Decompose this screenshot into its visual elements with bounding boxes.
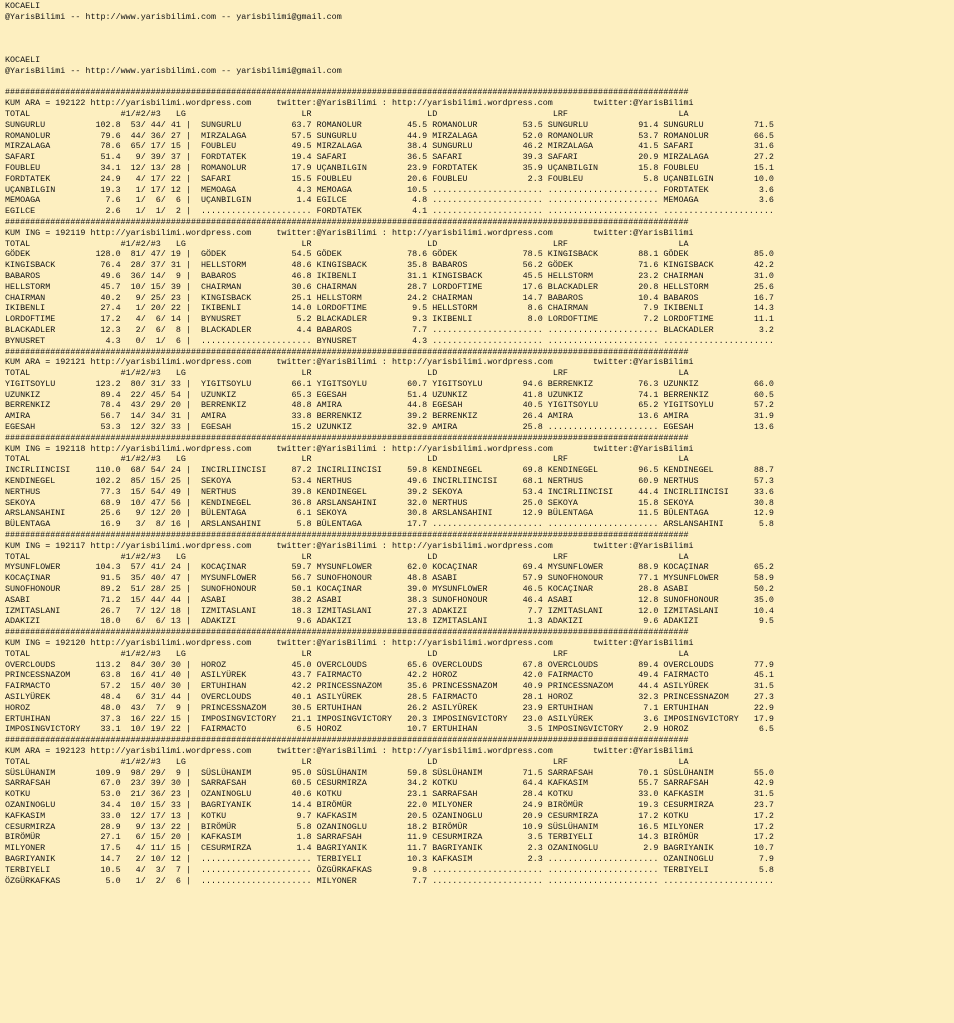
report-line: ########################################################################################################################################	[5, 216, 689, 227]
report-line: ASILYÜREK 48.4 6/ 31/ 44 | OVERCLOUDS 40.1 ASILYÜREK 28.5 FAIRMACTO 28.1 HOROZ 32.3 PRINCESSNAZOM 27.3	[5, 692, 774, 702]
report-line: KUM ING = 192118 http://yarisbilimi.wordpress.com twitter:@YarisBilimi : http://yarisbilimi.wordpress.com twitter:@YarisBilimi	[5, 443, 694, 454]
report-line: NERTHUS 77.3 15/ 54/ 49 | NERTHUS 39.8 KENDINEGEL 39.2 SEKOYA 53.4 INCIRLIINCISI 44.4 INCIRLIINCISI 33.6	[5, 486, 774, 497]
report-line: YIGITSOYLU 123.2 80/ 31/ 33 | YIGITSOYLU 66.1 YIGITSOYLU 60.7 YIGITSOYLU 94.6 BERRENKIZ 76.3 UZUNKIZ 66.0	[5, 378, 774, 389]
report-line: BIRÖMÜR 27.1 6/ 15/ 20 | KAFKASIM 1.8 SARRAFSAH 11.9 CESURMIRZA 3.5 TERBIYELI 14.3 BIRÖMÜR 17.2	[5, 832, 774, 843]
report-line: SARRAFSAH 67.0 23/ 39/ 30 | SARRAFSAH 60.5 CESURMIRZA 34.2 KOTKU 64.4 KAFKASIM 55.7 SARRAFSAH 42.9	[5, 778, 774, 789]
report-line: TOTAL #1/#2/#3 LG LR LD LRF LA	[5, 648, 689, 659]
report-line: ########################################################################################################################################	[5, 735, 689, 746]
report-line: ÖZGÜRKAFKAS 5.0 1/ 2/ 6 | ...................... MILYONER 7.7 ...................... ...................... ......................	[5, 875, 774, 886]
report-line: MIRZALAGA 78.6 65/ 17/ 15 | FOUBLEU 49.5 MIRZALAGA 38.4 SUNGURLU 46.2 MIRZALAGA 41.5 SAFARI 31.6	[5, 141, 774, 152]
report-line: KOCAELI	[5, 1, 41, 11]
report-line: OZANINOGLU 34.4 10/ 15/ 33 | BAGRIYANIK 14.4 BIRÖMÜR 22.0 MILYONER 24.9 BIRÖMÜR 19.3 CESURMIRZA 23.7	[5, 799, 774, 810]
report-line: ########################################################################################################################################	[5, 346, 689, 357]
report-line: SÜSLÜHANIM 109.9 98/ 29/ 9 | SÜSLÜHANIM 95.0 SÜSLÜHANIM 59.8 SÜSLÜHANIM 71.5 SARRAFSAH 70.1 SÜSLÜHANIM 55.0	[5, 767, 774, 778]
report-line: TOTAL #1/#2/#3 LG LR LD LRF LA	[5, 238, 689, 249]
report-line: ADAKIZI 18.0 6/ 6/ 13 | ADAKIZI 9.6 ADAKIZI 13.8 IZMITASLANI 1.3 ADAKIZI 9.6 ADAKIZI 9.5	[5, 616, 774, 627]
report-line: SEKOYA 68.9 10/ 47/ 56 | KENDINEGEL 36.8 ARSLANSAHINI 32.0 NERTHUS 25.0 SEKOYA 15.8 SEKOYA 30.8	[5, 497, 774, 508]
report-line: PRINCESSNAZOM 63.8 16/ 41/ 40 | ASILYÜREK 43.7 FAIRMACTO 42.2 HOROZ 42.0 FAIRMACTO 49.4 FAIRMACTO 45.1	[5, 670, 774, 681]
report-line: KAFKASIM 33.0 12/ 17/ 13 | KOTKU 9.7 KAFKASIM 20.5 OZANINOGLU 20.9 CESURMIRZA 17.2 KOTKU 17.2	[5, 810, 774, 821]
report-line: KINGISBACK 76.4 28/ 37/ 31 | HELLSTORM 48.6 KINGISBACK 35.8 BABAROS 56.2 GÖDEK 71.6 KINGISBACK 42.2	[5, 260, 774, 271]
report-line	[5, 44, 954, 55]
report-line: FAIRMACTO 57.2 15/ 40/ 30 | ERTUHIHAN 42.2 PRINCESSNAZOM 35.6 PRINCESSNAZOM 40.9 PRINCESSNAZOM 44.4 ASILYÜREK 31.5	[5, 681, 774, 692]
report-line: BYNUSRET 4.3 0/ 1/ 6 | ...................... BYNUSRET 4.3 ...................... ...................... ......................	[5, 335, 774, 346]
report-line: HOROZ 48.0 43/ 7/ 9 | PRINCESSNAZOM 30.5 ERTUHIHAN 26.2 ASILYÜREK 23.9 ERTUHIHAN 7.1 ERTUHIHAN 22.9	[5, 702, 774, 713]
report-line: AMIRA 56.7 14/ 34/ 31 | AMIRA 33.8 BERRENKIZ 39.2 BERRENKIZ 26.4 AMIRA 13.6 AMIRA 31.9	[5, 411, 774, 422]
report-line: EGILCE 2.6 1/ 1/ 2 | ...................... FORDTATEK 4.1 ...................... ...................... ......................	[5, 206, 774, 217]
report-line: UZUNKIZ 89.4 22/ 45/ 54 | UZUNKIZ 65.3 EGESAH 51.4 UZUNKIZ 41.8 UZUNKIZ 74.1 BERRENKIZ 60.5	[5, 389, 774, 400]
report-line: UÇANBILGIN 19.3 1/ 17/ 12 | MEMOAGA 4.3 MEMOAGA 10.5 ...................... ...................... FORDTATEK 3.6	[5, 184, 774, 195]
report-line: ASABI 71.2 15/ 44/ 44 | ASABI 38.2 ASABI 38.3 SUNOFHONOUR 46.4 ASABI 12.8 SUNOFHONOUR 35.0	[5, 594, 774, 605]
report-line: MYSUNFLOWER 104.3 57/ 41/ 24 | KOCAÇINAR 59.7 MYSUNFLOWER 62.0 KOCAÇINAR 69.4 MYSUNFLOWER 88.9 KOCAÇINAR 65.2	[5, 562, 774, 573]
report-line: GÖDEK 128.0 81/ 47/ 19 | GÖDEK 54.5 GÖDEK 78.6 GÖDEK 78.5 KINGISBACK 88.1 GÖDEK 85.0	[5, 249, 774, 260]
report-line: ########################################################################################################################################	[5, 530, 689, 541]
report-line: HELLSTORM 45.7 10/ 15/ 39 | CHAIRMAN 30.6 CHAIRMAN 28.7 LORDOFTIME 17.6 BLACKADLER 20.8 HELLSTORM 25.6	[5, 281, 774, 292]
report-line: ERTUHIHAN 37.3 16/ 22/ 15 | IMPOSINGVICTORY 21.1 IMPOSINGVICTORY 20.3 IMPOSINGVICTORY 23.0 ASILYÜREK 3.6 IMPOSINGVICTORY 17.9	[5, 713, 774, 724]
report-line: TOTAL #1/#2/#3 LG LR LD LRF LA	[5, 454, 689, 465]
report-line: KENDINEGEL 102.2 85/ 15/ 25 | SEKOYA 53.4 NERTHUS 49.6 INCIRLIINCISI 68.1 NERTHUS 60.9 NERTHUS 57.3	[5, 476, 774, 487]
report-line: KUM ING = 192120 http://yarisbilimi.wordpress.com twitter:@YarisBilimi : http://yarisbilimi.wordpress.com twitter:@YarisBilimi	[5, 638, 694, 649]
report-line: BABAROS 49.6 36/ 14/ 9 | BABAROS 46.8 IKIBENLI 31.1 KINGISBACK 45.5 HELLSTORM 23.2 CHAIRMAN 31.0	[5, 270, 774, 281]
report-line: TOTAL #1/#2/#3 LG LR LD LRF LA	[5, 368, 689, 379]
report-line: EGESAH 53.3 12/ 32/ 33 | EGESAH 15.2 UZUNKIZ 32.9 AMIRA 25.8 ...................... EGESAH 13.6	[5, 422, 774, 433]
report-line: SUNOFHONOUR 89.2 51/ 28/ 25 | SUNOFHONOUR 50.1 KOCAÇINAR 39.0 MYSUNFLOWER 46.5 KOCAÇINAR 28.8 ASABI 50.2	[5, 584, 774, 595]
report-line: CHAIRMAN 40.2 9/ 25/ 23 | KINGISBACK 25.1 HELLSTORM 24.2 CHAIRMAN 14.7 BABAROS 10.4 BABAROS 16.7	[5, 292, 774, 303]
report-line: KUM ING = 192119 http://yarisbilimi.wordpress.com twitter:@YarisBilimi : http://yarisbilimi.wordpress.com twitter:@YarisBilimi	[5, 227, 694, 238]
report-line	[5, 77, 954, 88]
report-line: BÜLENTAGA 16.9 3/ 8/ 16 | ARSLANSAHINI 5.8 BÜLENTAGA 17.7 ...................... ...................... ARSLANSAHINI 5.8	[5, 519, 774, 530]
report-line: IZMITASLANI 26.7 7/ 12/ 18 | IZMITASLANI 18.3 IZMITASLANI 27.3 ADAKIZI 7.7 IZMITASLANI 12.0 IZMITASLANI 10.4	[5, 605, 774, 616]
report-line: KOCAELI	[5, 54, 41, 65]
report-line: ########################################################################################################################################	[5, 627, 689, 638]
report-line: ROMANOLUR 79.6 44/ 36/ 27 | MIRZALAGA 57.5 SUNGURLU 44.9 MIRZALAGA 52.0 ROMANOLUR 53.7 ROMANOLUR 66.5	[5, 130, 774, 141]
report-line: TOTAL #1/#2/#3 LG LR LD LRF LA	[5, 551, 689, 562]
report-line: KUM ARA = 192121 http://yarisbilimi.wordpress.com twitter:@YarisBilimi : http://yarisbilimi.wordpress.com twitter:@YarisBilimi	[5, 357, 694, 368]
report-line: LORDOFTIME 17.2 4/ 6/ 14 | BYNUSRET 5.2 BLACKADLER 9.3 IKIBENLI 8.0 LORDOFTIME 7.2 LORDOFTIME 11.1	[5, 314, 774, 325]
report-line: SAFARI 51.4 9/ 39/ 37 | FORDTATEK 19.4 SAFARI 36.5 SAFARI 39.3 SAFARI 20.9 MIRZALAGA 27.2	[5, 152, 774, 163]
report-line: MILYONER 17.5 4/ 11/ 15 | CESURMIRZA 1.4 BAGRIYANIK 11.7 BAGRIYANIK 2.3 OZANINOGLU 2.9 BAGRIYANIK 10.7	[5, 843, 774, 854]
report-line: OVERCLOUDS 113.2 84/ 30/ 30 | HOROZ 45.0 OVERCLOUDS 65.6 OVERCLOUDS 67.8 OVERCLOUDS 89.4 OVERCLOUDS 77.9	[5, 659, 774, 670]
report-line: KUM ARA = 192122 http://yarisbilimi.wordpress.com twitter:@YarisBilimi : http://yarisbilimi.wordpress.com twitter:@YarisBilimi	[5, 98, 694, 109]
report-line: KOTKU 53.0 21/ 36/ 23 | OZANINOGLU 40.6 KOTKU 23.1 SARRAFSAH 28.4 KOTKU 33.0 KAFKASIM 31.5	[5, 789, 774, 800]
report-line: FORDTATEK 24.9 4/ 17/ 22 | SAFARI 15.5 FOUBLEU 20.6 FOUBLEU 2.3 FOUBLEU 5.8 UÇANBILGIN 10.0	[5, 173, 774, 184]
report-line: SUNGURLU 102.8 53/ 44/ 41 | SUNGURLU 63.7 ROMANOLUR 45.5 ROMANOLUR 53.5 SUNGURLU 91.4 SUNGURLU 71.5	[5, 119, 774, 130]
report-line: TOTAL #1/#2/#3 LG LR LD LRF LA	[5, 108, 689, 119]
report-line	[5, 23, 954, 34]
report-line: @YarisBilimi -- http://www.yarisbilimi.com -- yarisbilimi@gmail.com	[5, 65, 342, 76]
report-line: INCIRLIINCISI 110.0 68/ 54/ 24 | INCIRLIINCISI 87.2 INCIRLIINCISI 59.8 KENDINEGEL 69.8 KENDINEGEL 96.5 KENDINEGEL 88.7	[5, 465, 774, 476]
report-line	[5, 33, 954, 44]
report-line: ########################################################################################################################################	[5, 432, 689, 443]
report-line: CESURMIRZA 28.9 9/ 13/ 22 | BIRÖMÜR 5.8 OZANINOGLU 18.2 BIRÖMÜR 10.9 SÜSLÜHANIM 16.5 MILYONER 17.2	[5, 821, 774, 832]
report-line: IKIBENLI 27.4 1/ 20/ 22 | IKIBENLI 14.0 LORDOFTIME 9.5 HELLSTORM 8.6 CHAIRMAN 7.9 IKIBENLI 14.3	[5, 303, 774, 314]
report-line: MEMOAGA 7.6 1/ 6/ 6 | UÇANBILGIN 1.4 EGILCE 4.8 ...................... ...................... MEMOAGA 3.6	[5, 195, 774, 206]
report-line: KUM ING = 192117 http://yarisbilimi.wordpress.com twitter:@YarisBilimi : http://yarisbilimi.wordpress.com twitter:@YarisBilimi	[5, 540, 694, 551]
report-line: BAGRIYANIK 14.7 2/ 10/ 12 | ...................... TERBIYELI 10.3 KAFKASIM 2.3 ...................... OZANINOGLU 7.9	[5, 853, 774, 864]
report-line: KOCAÇINAR 91.5 35/ 40/ 47 | MYSUNFLOWER 56.7 SUNOFHONOUR 48.8 ASABI 57.9 SUNOFHONOUR 77.1 MYSUNFLOWER 58.9	[5, 573, 774, 584]
report-line: @YarisBilimi -- http://www.yarisbilimi.com -- yarisbilimi@gmail.com	[5, 11, 342, 22]
report-line: TOTAL #1/#2/#3 LG LR LD LRF LA	[5, 756, 689, 767]
report-line: ########################################################################################################################################	[5, 87, 689, 98]
report-line: BLACKADLER 12.3 2/ 6/ 8 | BLACKADLER 4.4 BABAROS 7.7 ...................... ...................... BLACKADLER 3.2	[5, 324, 774, 335]
report-line: KUM ARA = 192123 http://yarisbilimi.wordpress.com twitter:@YarisBilimi : http://yarisbilimi.wordpress.com twitter:@YarisBilimi	[5, 745, 694, 756]
report-line: TERBIYELI 10.5 4/ 3/ 7 | ...................... ÖZGÜRKAFKAS 9.8 ...................... ...................... TERBIYELI 5.8	[5, 864, 774, 875]
report-line: ARSLANSAHINI 25.6 9/ 12/ 20 | BÜLENTAGA 6.1 SEKOYA 30.8 ARSLANSAHINI 12.9 BÜLENTAGA 11.5 BÜLENTAGA 12.9	[5, 508, 774, 519]
report-line: IMPOSINGVICTORY 33.1 10/ 19/ 22 | FAIRMACTO 6.5 HOROZ 10.7 ERTUHIHAN 3.5 IMPOSINGVICTORY 2.9 HOROZ 6.5	[5, 724, 774, 735]
report-line: BERRENKIZ 78.4 43/ 29/ 20 | BERRENKIZ 48.8 AMIRA 44.8 EGESAH 40.5 YIGITSOYLU 65.2 YIGITSOYLU 57.2	[5, 400, 774, 411]
report-line: FOUBLEU 34.1 12/ 13/ 28 | ROMANOLUR 17.9 UÇANBILGIN 23.9 FORDTATEK 35.9 UÇANBILGIN 15.8 FOUBLEU 15.1	[5, 162, 774, 173]
